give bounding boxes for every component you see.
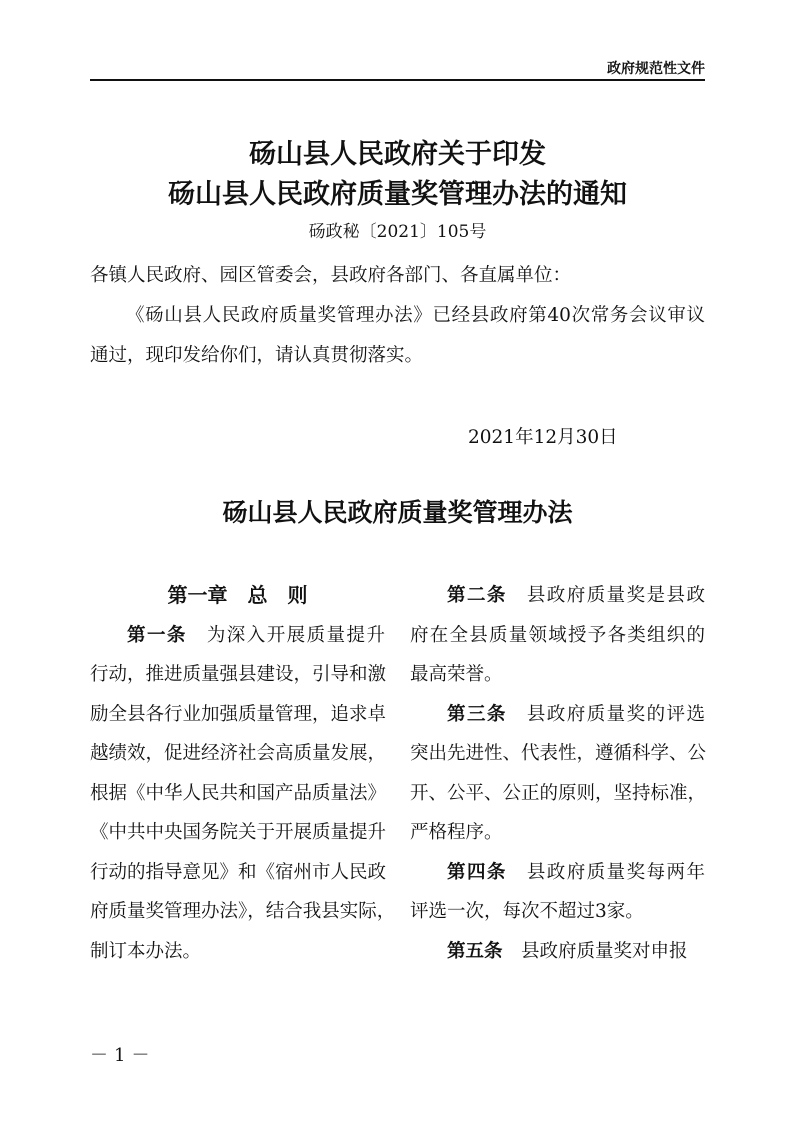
header-divider <box>90 79 705 81</box>
article-number: 第四条 <box>447 861 507 883</box>
paragraph-line <box>410 853 705 893</box>
paragraph-line <box>90 616 385 656</box>
article-text: 根据《中华人民共和国产品质量法》 <box>90 782 387 804</box>
article-text: 励全县各行业加强质量管理，追求卓 <box>90 703 387 725</box>
paragraph-line <box>410 892 705 932</box>
article-text: 最高荣誉。 <box>410 664 503 685</box>
paragraph-line <box>410 932 705 972</box>
article-text: 县政府质量奖的评选 <box>506 703 705 725</box>
paragraph-line <box>410 655 705 695</box>
article-text: 为深入开展质量提升 <box>186 624 385 646</box>
article-text: 府在全县质量领域授予各类组织的 <box>410 624 705 646</box>
article-text: 评选一次，每次不超过3家。 <box>410 901 644 922</box>
article-text: 行动，推进质量强县建设，引导和激 <box>90 664 387 685</box>
paragraph-line <box>410 695 705 735</box>
notice-body-line-1: 《砀山县人民政府质量奖管理办法》已经县政府第40次常务会议审议 <box>126 305 705 326</box>
paragraph-line <box>90 853 385 893</box>
article-number: 第一条 <box>127 624 187 646</box>
article-text: 县政府质量奖每两年 <box>506 861 705 883</box>
article-text: 府质量奖管理办法》，结合我县实际， <box>90 901 396 922</box>
article-number: 第五条 <box>447 940 503 962</box>
article-text: 县政府质量奖是县政 <box>506 585 705 606</box>
salutation: 各镇人民政府、园区管委会，县政府各部门、各直属单位： <box>90 265 572 286</box>
page-number: －1－ <box>90 1045 156 1066</box>
measures-title: 砀山县人民政府质量奖管理办法 <box>222 498 573 527</box>
article-text: 行动的指导意见》和《宿州市人民政 <box>90 861 387 883</box>
paragraph-line <box>410 616 705 656</box>
paragraph-line <box>410 734 705 774</box>
paragraph-line <box>90 813 385 853</box>
paragraph-line <box>410 813 705 853</box>
chapter-heading: 第一章 总 则 <box>167 583 308 607</box>
notice-body-line-2: 通过，现印发给你们，请认真贯彻落实。 <box>90 345 424 366</box>
article-text: 突出先进性、代表性，遵循科学、公 <box>410 743 707 764</box>
article-text: 县政府质量奖对申报 <box>502 940 688 962</box>
article-number: 第三条 <box>447 703 507 725</box>
article-text: 开、公平、公正的原则，坚持标准， <box>410 782 707 804</box>
article-text: 越绩效，促进经济社会高质量发展， <box>90 743 387 764</box>
notice-title-line-1: 砀山县人民政府关于印发 <box>249 139 546 170</box>
paragraph-line <box>90 892 396 932</box>
paragraph-line <box>410 774 705 814</box>
article-text: 《中共中央国务院关于开展质量提升 <box>90 822 387 843</box>
article-text: 制订本办法。 <box>90 940 202 962</box>
paragraph-line <box>90 695 385 735</box>
paragraph-line <box>90 932 385 972</box>
left-column <box>90 576 396 971</box>
paragraph-line <box>90 774 385 814</box>
paragraph-line <box>410 576 705 616</box>
article-number: 第二条 <box>447 585 507 606</box>
paragraph-line <box>90 734 385 774</box>
right-column <box>410 576 705 971</box>
document-number: 砀政秘〔2021〕105号 <box>308 222 487 242</box>
paragraph-line <box>90 655 385 695</box>
notice-date: 2021年12月30日 <box>468 427 618 448</box>
notice-title-line-2: 砀山县人民政府质量奖管理办法的通知 <box>168 179 627 210</box>
header-label: 政府规范性文件 <box>607 61 705 77</box>
article-text: 严格程序。 <box>410 822 503 843</box>
